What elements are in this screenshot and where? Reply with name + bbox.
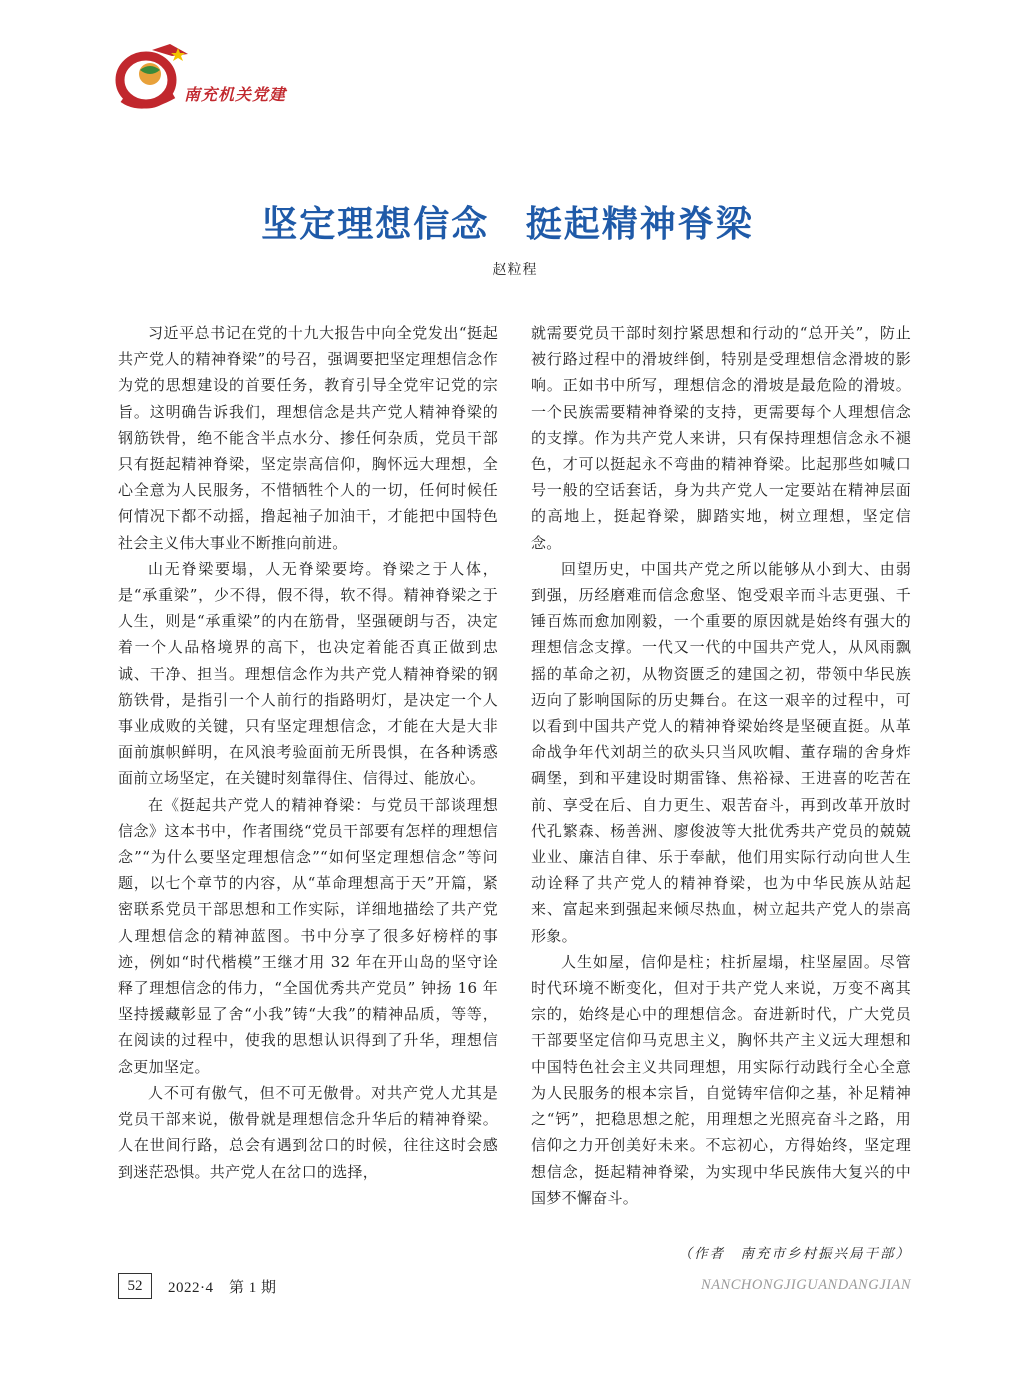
paragraph: 人生如屋，信仰是柱；柱折屋塌，柱坚屋固。尽管时代环境不断变化，但对于共产党人来说，万变不离其宗的，始终是心中的理想信念。奋进新时代，广大党员干部要坚定信仰马克思主义，胸怀共产主义远大理想和中国特色社会主义共同理想，用实际行动践行全心全意为人民服务的根本宗旨，自觉铸牢信仰之基，补足精神之“钙”，把稳思想之舵，用理想之光照亮奋斗之路，用信仰之力开创美好未来。不忘初心，方得始终，坚定理想信念，挺起精神脊梁，为实现中华民族伟大复兴的中国梦不懈奋斗。 — [531, 952, 911, 1207]
paragraph: 人不可有傲气，但不可无傲骨。对共产党人尤其是党员干部来说，傲骨就是理想信念升华后的精神脊梁。人在世间行路，总会有遇到岔口的时候，往往这时会感到迷茫恐惧。共产党人在岔口的选择， — [118, 1083, 498, 1181]
author-signature: （作者 南充市乡村振兴局干部） — [678, 1246, 911, 1262]
nanchong-party-logo-icon — [112, 40, 192, 112]
magazine-logo-text: 南充机关党建 — [184, 85, 287, 104]
paragraph: 在《挺起共产党人的精神脊梁：与党员干部谈理想信念》这本书中，作者围绕“党员干部要有怎样的理想信念”“为什么要坚定理想信念”“如何坚定理想信念”等问题，以七个章节的内容，从“革命理想高于天”开篇，紧密联系党员干部思想和工作实际，详细地描绘了共产党人理想信念的精神蓝图。书中分享了很多好榜样的事迹，例如“时代楷模”王继才用 32 年在开山岛的坚守诠释了理想信念的伟力，“全国优秀共产党员” 钟扬 16 年坚持援藏彰显了舍“小我”铸“大我”的精神品质，等等，在阅读的过程中，使我的思想认识得到了升华，理想信念更加坚定。 — [118, 795, 498, 1076]
paragraph: 回望历史，中国共产党之所以能够从小到大、由弱到强，历经磨难而信念愈坚、饱受艰辛而斗志更强、千锤百炼而愈加刚毅，一个重要的原因就是始终有强大的理想信念支撑。一代又一代的中国共产党人，从风雨飘摇的革命之初，从物资匮乏的建国之初，带领中华民族迈向了影响国际的历史舞台。在这一艰辛的过程中，可以看到中国共产党人的精神脊梁始终是坚硬直挺。从革命战争年代刘胡兰的砍头只当风吹帽、董存瑞的舍身炸碉堡，到和平建设时期雷锋、焦裕禄、王进喜的吃苦在前、享受在后、自力更生、艰苦奋斗，再到改革开放时代孔繁森、杨善洲、廖俊波等大批优秀共产党员的兢兢业业、廉洁自律、乐于奉献，他们用实际行动向世人生动诠释了共产党人的精神脊梁，也为中华民族从站起来、富起来到强起来倾尽热血，树立起共产党人的崇高形象。 — [531, 559, 911, 945]
issue-info: 2022·4 第 1 期 — [168, 1280, 277, 1296]
paragraph: 山无脊梁要塌，人无脊梁要垮。脊梁之于人体，是“承重梁”，少不得，假不得，软不得。精神脊梁之于人生，则是“承重梁”的内在筋骨，坚强硬朗与否，决定着一个人品格境界的高下，也决定着能否真正做到忠诚、干净、担当。理想信念作为共产党人精神脊梁的钢筋铁骨，是指引一个人前行的指路明灯，是决定一个人事业成败的关键，只有坚定理想信念，才能在大是大非面前旗帜鲜明，在风浪考验面前无所畏惧，在各种诱惑面前立场坚定，在关键时刻靠得住、信得过、能放心。 — [118, 559, 498, 788]
article-column-right — [531, 320, 911, 1211]
page-number: 52 — [118, 1273, 152, 1299]
magazine-name-footer: NANCHONGJIGUANDANGJIAN — [701, 1277, 911, 1293]
article-author: 赵粒程 — [492, 262, 538, 278]
paragraph: 习近平总书记在党的十九大报告中向全党发出“挺起共产党人的精神脊梁”的号召，强调要把坚定理想信念作为党的思想建设的首要任务，教育引导全党牢记党的宗旨。这明确告诉我们，理想信念是共产党人精神脊梁的钢筋铁骨，绝不能含半点水分、掺任何杂质，党员干部只有挺起精神脊梁，坚定崇高信仰，胸怀远大理想，全心全意为人民服务，不惜牺牲个人的一切，任何时候任何情况下都不动摇，撸起袖子加油干，才能把中国特色社会主义伟大事业不断推向前进。 — [118, 324, 498, 552]
article-column-left — [118, 320, 498, 1185]
paragraph-continuation: 就需要党员干部时刻拧紧思想和行动的“总开关”，防止被行路过程中的滑坡绊倒，特别是受理想信念滑坡的影响。正如书中所写，理想信念的滑坡是最危险的滑坡。一个民族需要精神脊梁的支持，更需要每个人理想信念的支撑。作为共产党人来讲，只有保持理想信念永不褪色，才可以挺起永不弯曲的精神脊梁。比起那些如喊口号一般的空话套话，身为共产党人一定要站在精神层面的高地上，挺起脊梁，脚踏实地，树立理想，坚定信念。 — [531, 324, 911, 552]
article-title: 坚定理想信念 挺起精神脊梁 — [261, 204, 754, 245]
